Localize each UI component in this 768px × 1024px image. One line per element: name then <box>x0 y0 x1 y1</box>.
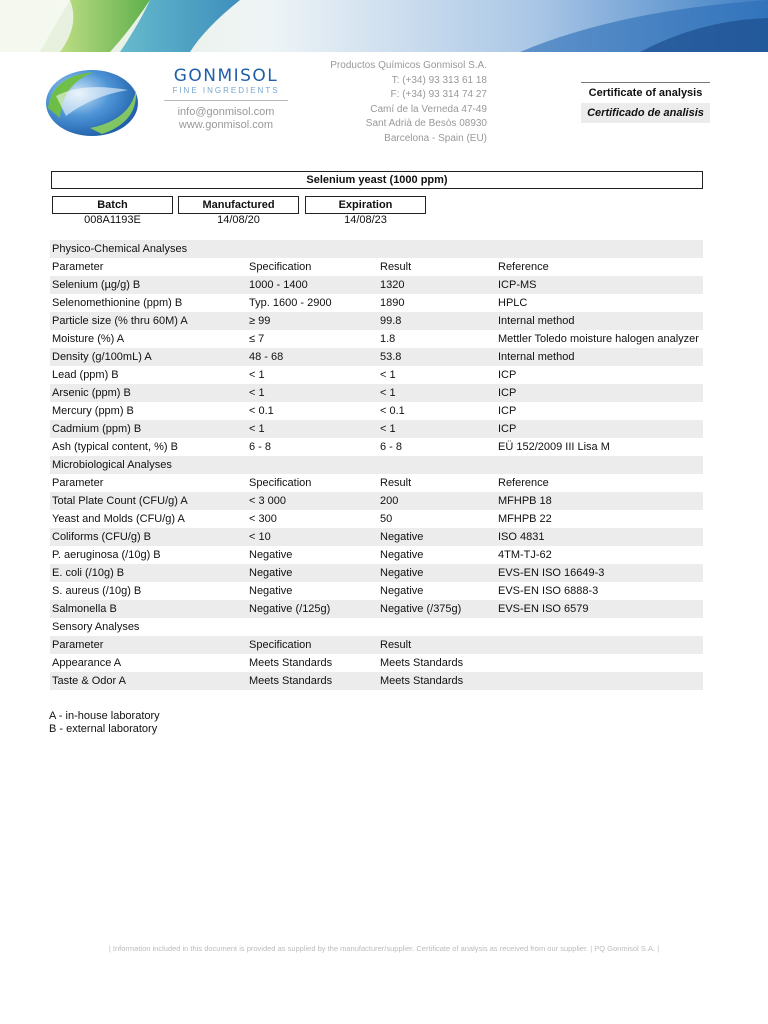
reference-cell: HPLC <box>498 297 528 309</box>
parameter-cell: Yeast and Molds (CFU/g) A <box>52 513 185 525</box>
result-cell: Result <box>380 261 412 273</box>
specification-cell: 1000 - 1400 <box>247 276 378 294</box>
table-row <box>50 420 703 438</box>
specification-cell: < 300 <box>249 513 277 525</box>
reference-cell: EVS-EN ISO 16649-3 <box>496 564 703 582</box>
manufactured-value: 14/08/20 <box>217 214 260 226</box>
reference-cell: Internal method <box>496 348 703 366</box>
parameter-cell: Selenomethionine (ppm) B <box>52 297 183 309</box>
reference-cell: ICP <box>496 420 703 438</box>
specification-cell: ≤ 7 <box>249 333 265 345</box>
result-cell: Result <box>380 477 412 489</box>
reference-cell: Reference <box>498 477 549 489</box>
reference-cell: MFHPB 22 <box>498 513 552 525</box>
section-row <box>50 618 703 636</box>
table-row <box>50 546 703 564</box>
reference-cell: ICP <box>496 384 703 402</box>
table-row <box>50 366 703 384</box>
brand-name: GONMISOL <box>173 66 279 86</box>
certificate-title-es: Certificado de analisis <box>581 103 710 123</box>
company-line: F: (+34) 93 314 74 27 <box>390 89 487 100</box>
batch-value: 008A1193E <box>84 214 141 226</box>
result-cell: < 1 <box>378 420 496 438</box>
parameter-cell: S. aureus (/10g) B <box>52 585 142 597</box>
parameter-cell: Lead (ppm) B <box>52 369 119 381</box>
expiration-value: 14/08/23 <box>344 214 387 226</box>
reference-cell: Mettler Toledo moisture halogen analyzer <box>498 333 699 345</box>
table-row <box>50 330 703 348</box>
table-row <box>50 384 703 402</box>
parameter-cell: Mercury (ppm) B <box>52 405 134 417</box>
result-cell: Result <box>378 636 496 654</box>
specification-cell: < 0.1 <box>249 405 274 417</box>
parameter-cell: Salmonella B <box>50 600 247 618</box>
section-title: Physico-Chemical Analyses <box>50 240 703 258</box>
reference-cell: MFHPB 18 <box>496 492 703 510</box>
parameter-cell: Total Plate Count (CFU/g) A <box>50 492 247 510</box>
specification-cell: ≥ 99 <box>247 312 378 330</box>
parameter-cell: Density (g/100mL) A <box>50 348 247 366</box>
batch-label: Batch <box>52 196 173 214</box>
reference-cell: Internal method <box>496 312 703 330</box>
brand-tagline: FINE INGREDIENTS <box>172 86 280 95</box>
table-row <box>50 672 703 690</box>
result-cell: Negative <box>378 528 496 546</box>
reference-cell <box>496 636 703 654</box>
reference-cell: ICP <box>498 405 517 417</box>
company-line: Productos Químicos Gonmisol S.A. <box>330 60 487 71</box>
reference-cell: EÜ 152/2009 III Lisa M <box>498 441 610 453</box>
result-cell: Negative (/375g) <box>378 600 496 618</box>
note-line: A - in-house laboratory <box>49 710 160 722</box>
expiration-label: Expiration <box>305 196 426 214</box>
table-header-row <box>50 474 703 492</box>
parameter-cell: P. aeruginosa (/10g) B <box>52 549 161 561</box>
parameter-cell: Appearance A <box>52 657 122 669</box>
result-cell: < 1 <box>378 384 496 402</box>
result-cell: 200 <box>378 492 496 510</box>
parameter-cell: E. coli (/10g) B <box>50 564 247 582</box>
parameter-cell: Parameter <box>52 477 104 489</box>
result-cell: < 1 <box>380 369 396 381</box>
result-cell: 53.8 <box>378 348 496 366</box>
reference-cell: ICP <box>498 369 517 381</box>
table-row <box>50 600 703 618</box>
specification-cell: Negative <box>249 585 293 597</box>
parameter-cell: Taste & Odor A <box>50 672 247 690</box>
specification-cell: < 3 000 <box>247 492 378 510</box>
table-row <box>50 312 703 330</box>
gonmisol-logo <box>42 66 142 140</box>
specification-cell: < 1 <box>247 420 378 438</box>
reference-cell: ICP-MS <box>496 276 703 294</box>
specification-cell: Specification <box>247 636 378 654</box>
company-line: Barcelona - Spain (EU) <box>384 132 487 144</box>
certificate-title-en: Certificate of analysis <box>581 82 710 103</box>
reference-cell: ISO 4831 <box>496 528 703 546</box>
specification-cell: Typ. 1600 - 2900 <box>249 297 332 309</box>
reference-cell: EVS-EN ISO 6579 <box>496 600 703 618</box>
parameter-cell: Coliforms (CFU/g) B <box>50 528 247 546</box>
specification-cell: Specification <box>249 477 312 489</box>
table-row <box>50 294 703 312</box>
company-address <box>330 59 487 146</box>
section-row <box>50 240 703 258</box>
specification-cell: Meets Standards <box>249 657 333 669</box>
specification-cell: 6 - 8 <box>249 441 272 453</box>
specification-cell: 48 - 68 <box>247 348 378 366</box>
table-row <box>50 528 703 546</box>
table-header-row <box>50 258 703 276</box>
manufactured-label: Manufactured <box>178 196 299 214</box>
result-cell: 6 - 8 <box>380 441 403 453</box>
result-cell: Negative <box>380 549 424 561</box>
result-cell: < 0.1 <box>380 405 405 417</box>
brand-block <box>162 66 290 132</box>
laboratory-notes <box>49 710 160 735</box>
table-row <box>50 402 703 420</box>
result-cell: 1320 <box>378 276 496 294</box>
brand-divider <box>164 100 288 101</box>
specification-cell: Negative (/125g) <box>247 600 378 618</box>
parameter-cell: Selenium (µg/g) B <box>50 276 247 294</box>
parameter-cell: Ash (typical content, %) B <box>52 441 178 453</box>
product-title: Selenium yeast (1000 ppm) <box>51 171 703 189</box>
parameter-cell: Moisture (%) A <box>52 333 125 345</box>
table-row <box>50 564 703 582</box>
table-row <box>50 510 703 528</box>
reference-cell: Reference <box>498 261 549 273</box>
brand-email: info@gonmisol.com <box>177 106 275 118</box>
reference-cell <box>496 672 703 690</box>
note-line: B - external laboratory <box>49 722 158 735</box>
result-cell: Negative <box>378 564 496 582</box>
analysis-table <box>50 240 703 690</box>
result-cell: Negative <box>380 585 424 597</box>
table-row <box>50 276 703 294</box>
table-row <box>50 654 703 672</box>
reference-cell <box>496 654 703 672</box>
specification-cell: Meets Standards <box>247 672 378 690</box>
specification-cell: Specification <box>249 261 312 273</box>
specification-cell: Negative <box>249 549 293 561</box>
parameter-cell: Cadmium (ppm) B <box>50 420 247 438</box>
table-row <box>50 582 703 600</box>
parameter-cell: Arsenic (ppm) B <box>50 384 247 402</box>
header-banner <box>0 0 768 52</box>
table-row <box>50 492 703 510</box>
company-line: Camí de la Verneda 47-49 <box>370 103 487 115</box>
company-line: T: (+34) 93 313 61 18 <box>391 74 487 86</box>
specification-cell: < 10 <box>247 528 378 546</box>
specification-cell: < 1 <box>247 384 378 402</box>
section-title: Microbiological Analyses <box>50 456 703 474</box>
parameter-cell: Parameter <box>50 636 247 654</box>
table-header-row <box>50 636 703 654</box>
table-row <box>50 438 703 456</box>
result-cell: Meets Standards <box>380 657 464 669</box>
specification-cell: Negative <box>247 564 378 582</box>
certificate-box <box>581 82 710 123</box>
company-line: Sant Adrià de Besòs 08930 <box>365 118 487 129</box>
reference-cell: EVS-EN ISO 6888-3 <box>498 585 599 597</box>
section-title: Sensory Analyses <box>52 621 140 633</box>
specification-cell: < 1 <box>249 369 265 381</box>
brand-website: www.gonmisol.com <box>178 119 274 131</box>
table-row <box>50 348 703 366</box>
result-cell: Meets Standards <box>378 672 496 690</box>
result-cell: 1890 <box>380 297 405 309</box>
footer-disclaimer: | Information included in this document is provided as supplied by the manufacturer/supplier. Certificate of analysis as received from our supplier. | PQ Gonmisol S.A. | <box>108 944 660 953</box>
parameter-cell: Particle size (% thru 60M) A <box>50 312 247 330</box>
parameter-cell: Parameter <box>52 261 104 273</box>
section-row <box>50 456 703 474</box>
reference-cell: 4TM-TJ-62 <box>498 549 552 561</box>
result-cell: 50 <box>380 513 393 525</box>
result-cell: 1.8 <box>380 333 396 345</box>
result-cell: 99.8 <box>378 312 496 330</box>
